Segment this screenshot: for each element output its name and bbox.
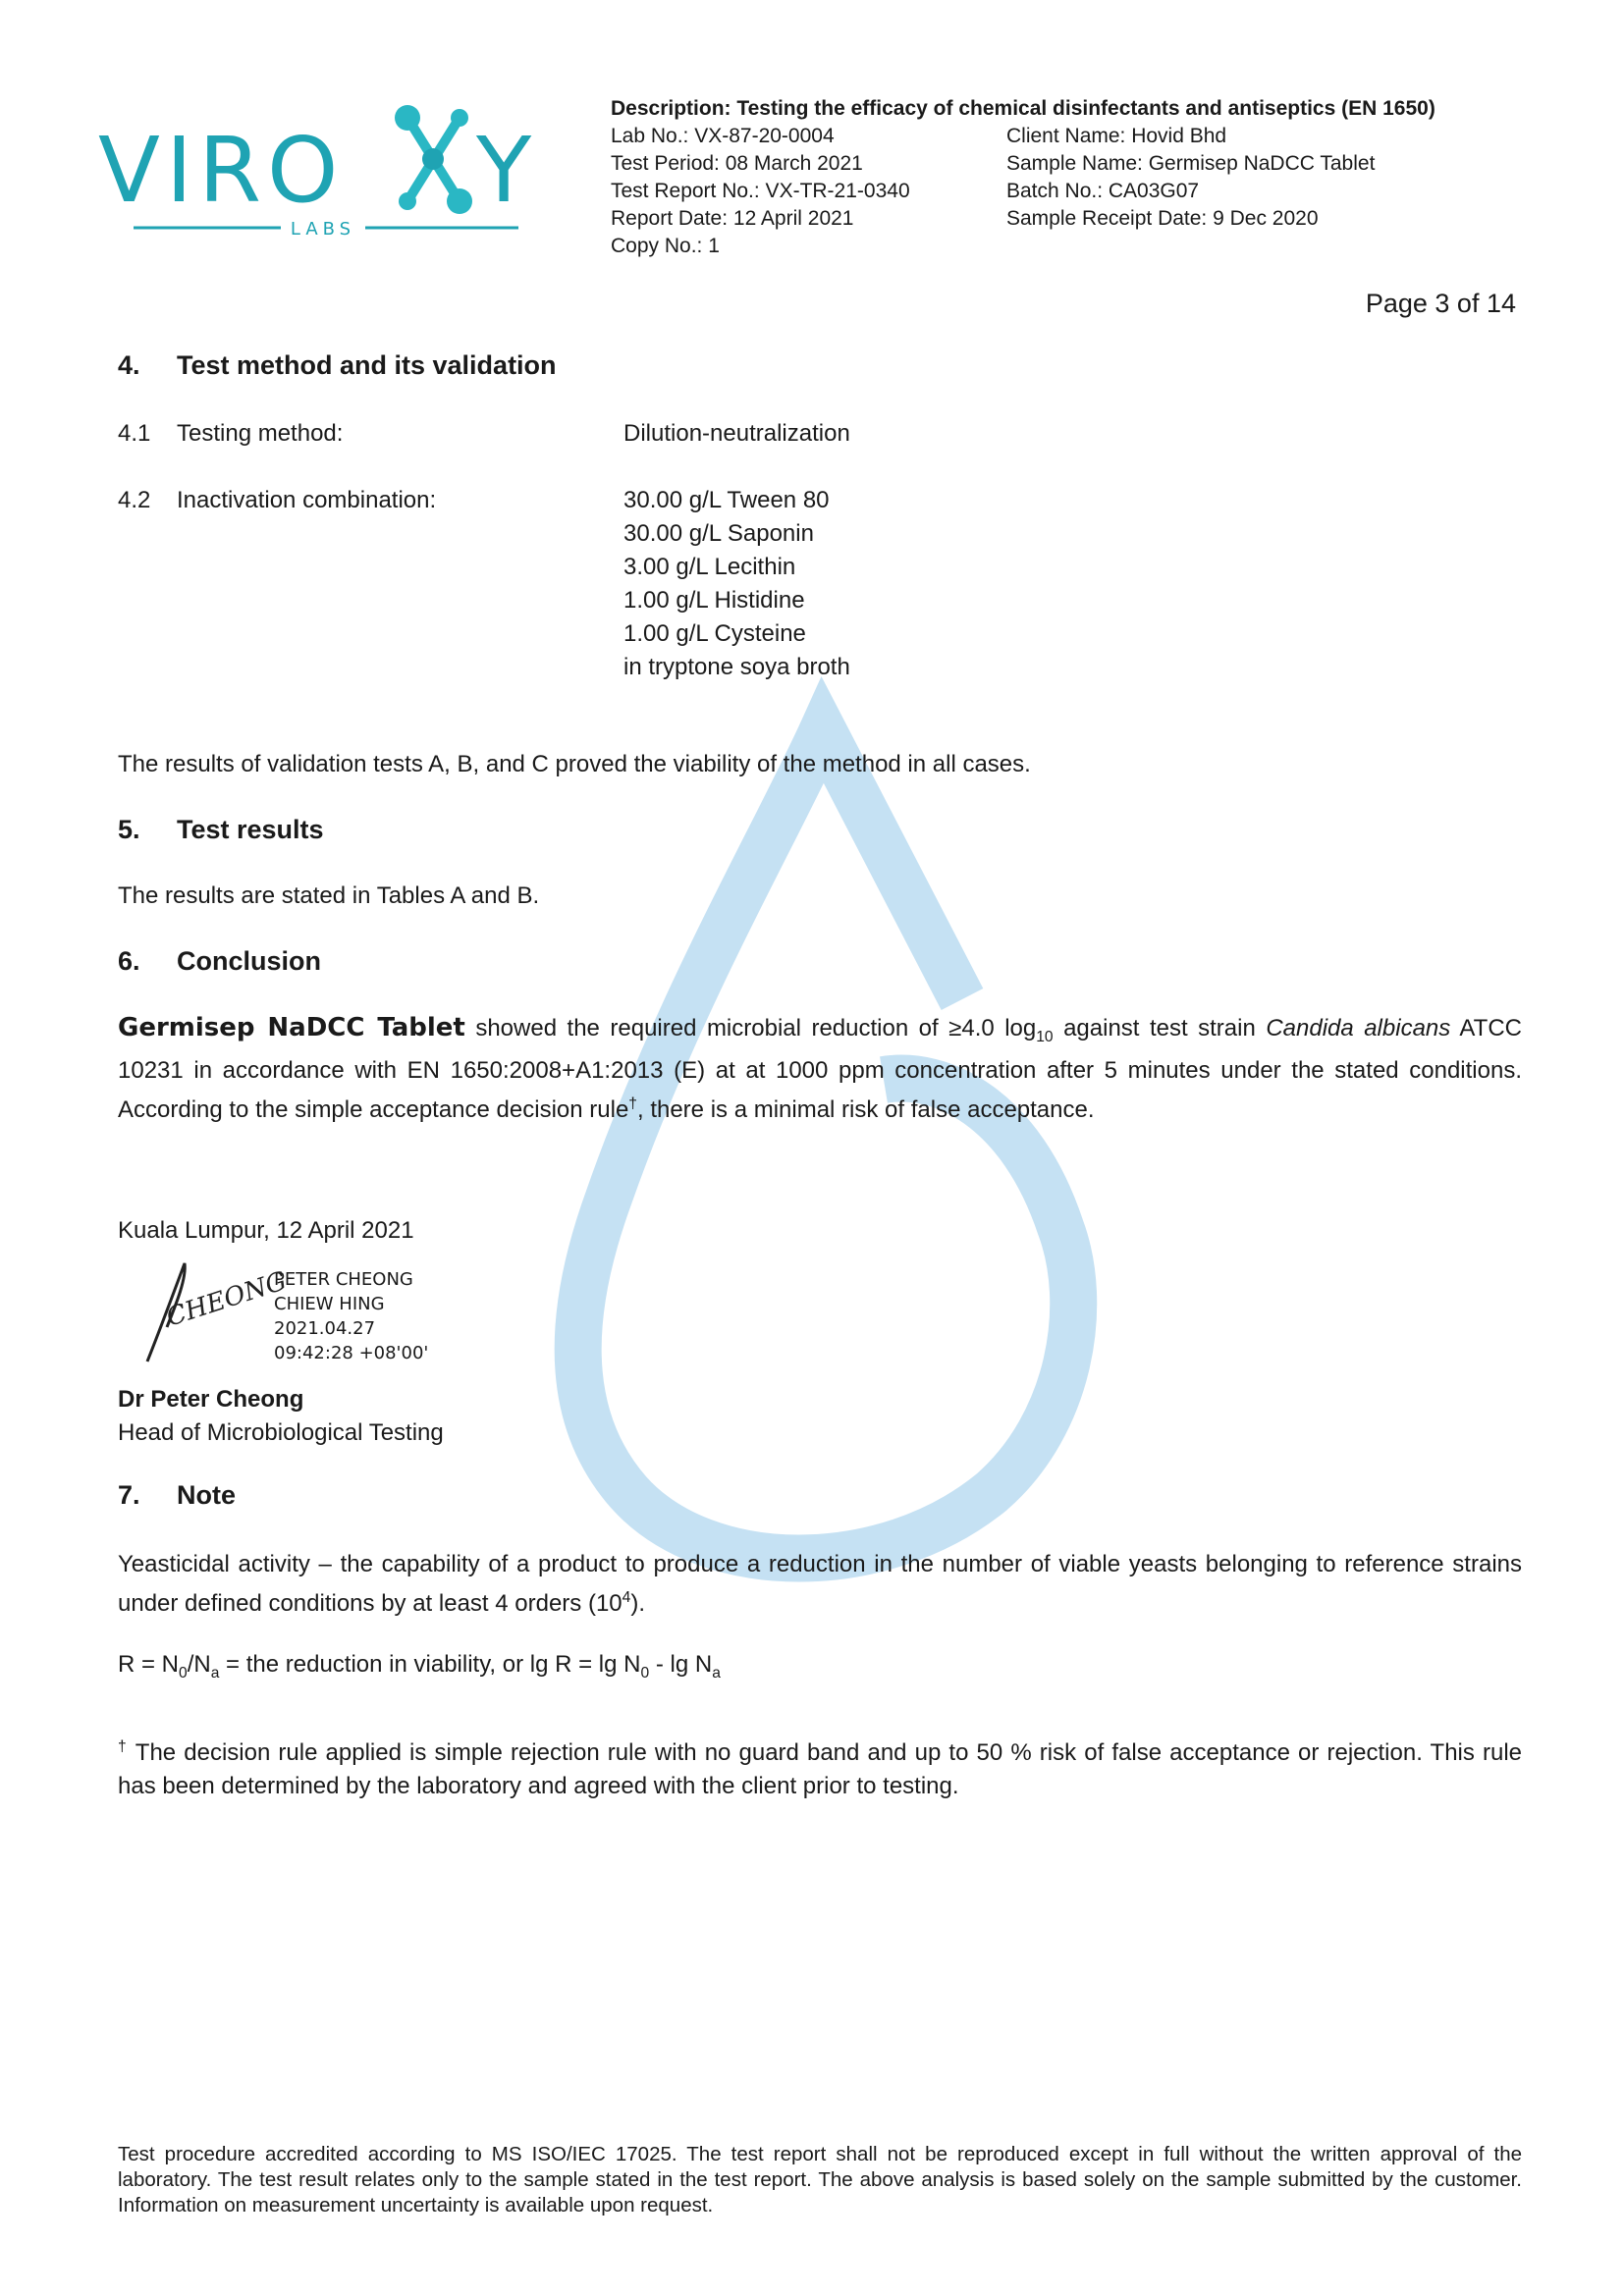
svg-text:VIRO: VIRO [98,118,345,223]
batch-number: Batch No.: CA03G07 [1006,180,1200,202]
test-report-number: Test Report No.: VX-TR-21-0340 [611,180,910,202]
inactivation-item: 1.00 g/L Histidine [623,587,805,614]
handwritten-signature [137,1258,291,1366]
inactivation-combination-list [623,484,850,684]
report-date: Report Date: 12 April 2021 [611,207,854,230]
section-7-heading: 7. Note [118,1480,236,1510]
page-number: Page 3 of 14 [1365,289,1516,318]
section-5-heading: 5. Test results [118,815,324,844]
lab-number: Lab No.: VX-87-20-0004 [611,125,835,147]
validation-statement: The results of validation tests A, B, and C proved the viability of the method in all cases. [118,751,1031,777]
test-organism: Candida albicans [1266,1015,1451,1041]
yeasticidal-definition: Yeasticidal activity – the capability of a product to produce a reduction in the number of viable yeasts belonging to reference strains under defined conditions by at least 4 orders $(10^4)$. [118,1551,1522,1617]
testing-method-label: 4.1 Testing method: [118,420,344,447]
sample-receipt-date: Sample Receipt Date: 9 Dec 2020 [1006,207,1319,230]
section-6-heading: 6. Conclusion [118,946,321,976]
inactivation-item: 30.00 g/L Tween 80 [623,487,830,513]
conclusion-paragraph: Germisep NaDCC Tablet showed the required microbial reduction of ≥4.0 $\log_{10}$ against test strain Candida albicans ATCC 10231 in accordance with EN 1650:2008+A1:2013 (E) at at 1000 ppm concentration after 5 minutes under the stated conditions. According to the simple acceptance decision rule†, there is a minimal risk of false acceptance. [118,1013,1522,1123]
signing-place-date: Kuala Lumpur, 12 April 2021 [118,1217,414,1244]
signatory-name: Dr Peter Cheong [118,1386,304,1413]
inactivation-combination-label: 4.2 Inactivation combination: [118,487,437,513]
digital-signature-details: PETER CHEONG CHIEW HING 2021.04.27 09:42:28 +08'00' [274,1269,429,1363]
inactivation-item: 1.00 g/L Cysteine [623,620,806,647]
results-statement: The results are stated in Tables A and B. [118,882,540,909]
test-period: Test Period: 08 March 2021 [611,152,863,175]
decision-rule-footnote: † The decision rule applied is simple rejection rule with no guard band and up to 50 % risk of false acceptance or rejection. This rule has been determined by the laboratory and agreed with the client prior to testing. [118,1738,1522,1799]
svg-text:Y: Y [476,118,532,223]
inactivation-item: 30.00 g/L Saponin [623,520,814,547]
inactivation-item: 3.00 g/L Lecithin [623,554,796,580]
testing-method-value: Dilution-neutralization [623,420,850,447]
svg-text:LABS: LABS [290,219,356,240]
report-description: Description: Testing the efficacy of chemical disinfectants and antiseptics (EN 1650) [611,97,1435,120]
inactivation-item: in tryptone soya broth [623,654,850,680]
reduction-formula: $R = N_0/N_a$ = the reduction in viability, or $\lg R = \lg N_0 - \lg N_a$ [118,1651,721,1682]
svg-text:CHEONG: CHEONG [162,1266,291,1333]
viroxy-labs-logo [98,98,550,245]
accreditation-footer: Test procedure accredited according to MS ISO/IEC 17025. The test report shall not be reproduced except in full without the written approval of the laboratory. The test result relates only to the sample stated in the test report. The above analysis is based solely on the sample submitted by the customer. Information on measurement uncertainty is available upon request. [118,2143,1522,2216]
client-name: Client Name: Hovid Bhd [1006,125,1227,147]
signatory-title: Head of Microbiological Testing [118,1419,444,1446]
section-4-heading: 4. Test method and its validation [118,350,557,380]
copy-number: Copy No.: 1 [611,235,720,257]
sample-name: Sample Name: Germisep NaDCC Tablet [1006,152,1376,175]
product-name: Germisep NaDCC Tablet [118,1013,465,1042]
